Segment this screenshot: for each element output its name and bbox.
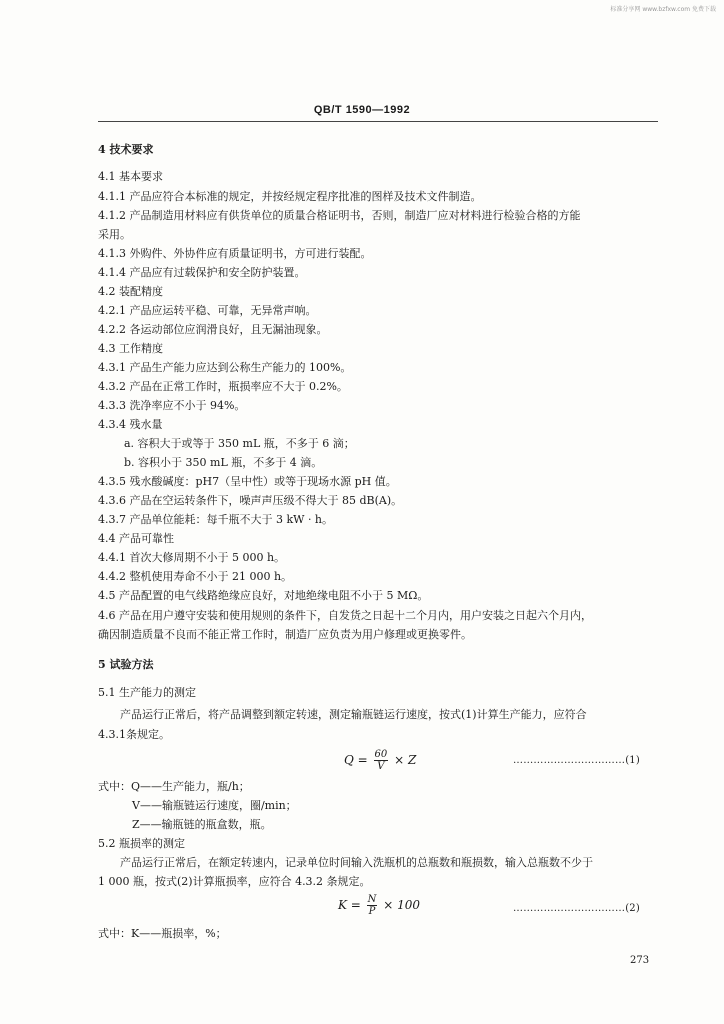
page-number: 273 [630, 955, 650, 966]
section-title-5: 5 试验方法 [98, 658, 154, 671]
formula-2-def-k: 式中：K——瓶损率，%； [98, 927, 227, 940]
clause-4-3-4: 4.3.4 残水量 [98, 418, 163, 431]
formula-2-fraction [367, 894, 378, 917]
clause-4-4-2: 4.4.2 整机使用寿命不小于 21 000 h。 [98, 570, 293, 583]
clause-5-2: 5.2 瓶损率的测定 [98, 837, 185, 850]
clause-4-6: 4.6 产品在用户遵守安装和使用规则的条件下，自发货之日起十二个月内，用户安装之日起六个月内， [98, 609, 592, 622]
formula-1-def-v: V——输瓶链运行速度，圈/min； [132, 799, 297, 812]
clause-4-3: 4.3 工作精度 [98, 342, 163, 355]
formula-1-denominator: V [377, 761, 385, 772]
formula-1-def-q: 式中：Q——生产能力，瓶/h； [98, 780, 250, 793]
clause-4-1-1: 4.1.1 产品应符合本标准的规定，并按经规定程序批准的图样及技术文件制造。 [98, 190, 482, 203]
clause-4-1-4: 4.1.4 产品应有过载保护和安全防护装置。 [98, 266, 306, 279]
page-header: QB/T 1590—1992 [313, 104, 411, 116]
clause-4-1-2-cont: 采用。 [98, 228, 131, 241]
clause-5-1-body-cont: 4.3.1条规定。 [98, 728, 170, 741]
watermark-text: 标准分享网 www.bzfxw.com 免费下载 [610, 6, 716, 13]
clause-4-4-1: 4.4.1 首次大修周期不小于 5 000 h。 [98, 551, 286, 564]
formula-2-numerator: N [367, 894, 377, 905]
formula-2-rhs: × 100 [383, 898, 421, 912]
clause-4-1: 4.1 基本要求 [98, 170, 163, 183]
clause-5-2-body-cont: 1 000 瓶，按式(2)计算瓶损率，应符合 4.3.2 条规定。 [98, 875, 371, 888]
clause-4-3-4-a: a. 容积大于或等于 350 mL 瓶，不多于 6 滴； [124, 437, 355, 450]
formula-1 [344, 749, 416, 772]
section-title-4: 4 技术要求 [98, 143, 154, 156]
clause-4-3-6: 4.3.6 产品在空运转条件下，噪声声压级不得大于 85 dB(A)。 [98, 494, 403, 507]
clause-5-2-body: 产品运行正常后，在额定转速内，记录单位时间输入洗瓶机的总瓶数和瓶损数，输入总瓶数不少于 [120, 856, 593, 869]
clause-5-1-body: 产品运行正常后，将产品调整到额定转速，测定输瓶链运行速度，按式(1)计算生产能力，应符合 [120, 708, 587, 721]
formula-2 [338, 894, 420, 917]
clause-4-3-5: 4.3.5 残水酸碱度：pH7（呈中性）或等于现场水源 pH 值。 [98, 475, 397, 488]
clause-5-1: 5.1 生产能力的测定 [98, 686, 196, 699]
formula-1-lhs: Q = [344, 753, 368, 767]
clause-4-2-1: 4.2.1 产品应运转平稳、可靠，无异常声响。 [98, 304, 317, 317]
clause-4-1-3: 4.1.3 外购件、外协件应有质量证明书，方可进行装配。 [98, 247, 372, 260]
clause-4-4: 4.4 产品可靠性 [98, 532, 174, 545]
formula-1-fraction [374, 749, 389, 772]
clause-4-3-2: 4.3.2 产品在正常工作时，瓶损率应不大于 0.2%。 [98, 380, 348, 393]
clause-4-6-cont: 确因制造质量不良而不能正常工作时，制造厂应负责为用户修理或更换零件。 [98, 628, 472, 641]
clause-4-3-1: 4.3.1 产品生产能力应达到公称生产能力的 100%。 [98, 361, 352, 374]
formula-1-rhs: × Z [394, 753, 417, 767]
formula-1-number: ……………………………(1) [513, 755, 640, 766]
clause-4-2: 4.2 装配精度 [98, 285, 163, 298]
formula-2-number: ……………………………(2) [513, 903, 640, 914]
formula-2-denominator: P [368, 906, 376, 917]
clause-4-3-7: 4.3.7 产品单位能耗：每千瓶不大于 3 kW · h。 [98, 513, 334, 526]
clause-4-3-4-b: b. 容积小于 350 mL 瓶，不多于 4 滴。 [124, 456, 323, 469]
formula-1-numerator: 60 [374, 749, 388, 760]
clause-4-3-3: 4.3.3 洗净率应不小于 94%。 [98, 399, 246, 412]
clause-4-2-2: 4.2.2 各运动部位应润滑良好，且无漏油现象。 [98, 323, 328, 336]
formula-2-lhs: K = [338, 898, 361, 912]
header-divider [98, 121, 658, 122]
formula-1-def-z: Z——输瓶链的瓶盒数，瓶。 [132, 818, 272, 831]
clause-4-1-2: 4.1.2 产品制造用材料应有供货单位的质量合格证明书，否则，制造厂应对材料进行检验合格的方能 [98, 209, 581, 222]
clause-4-5: 4.5 产品配置的电气线路绝缘应良好，对地绝缘电阻不小于 5 MΩ。 [98, 589, 429, 602]
